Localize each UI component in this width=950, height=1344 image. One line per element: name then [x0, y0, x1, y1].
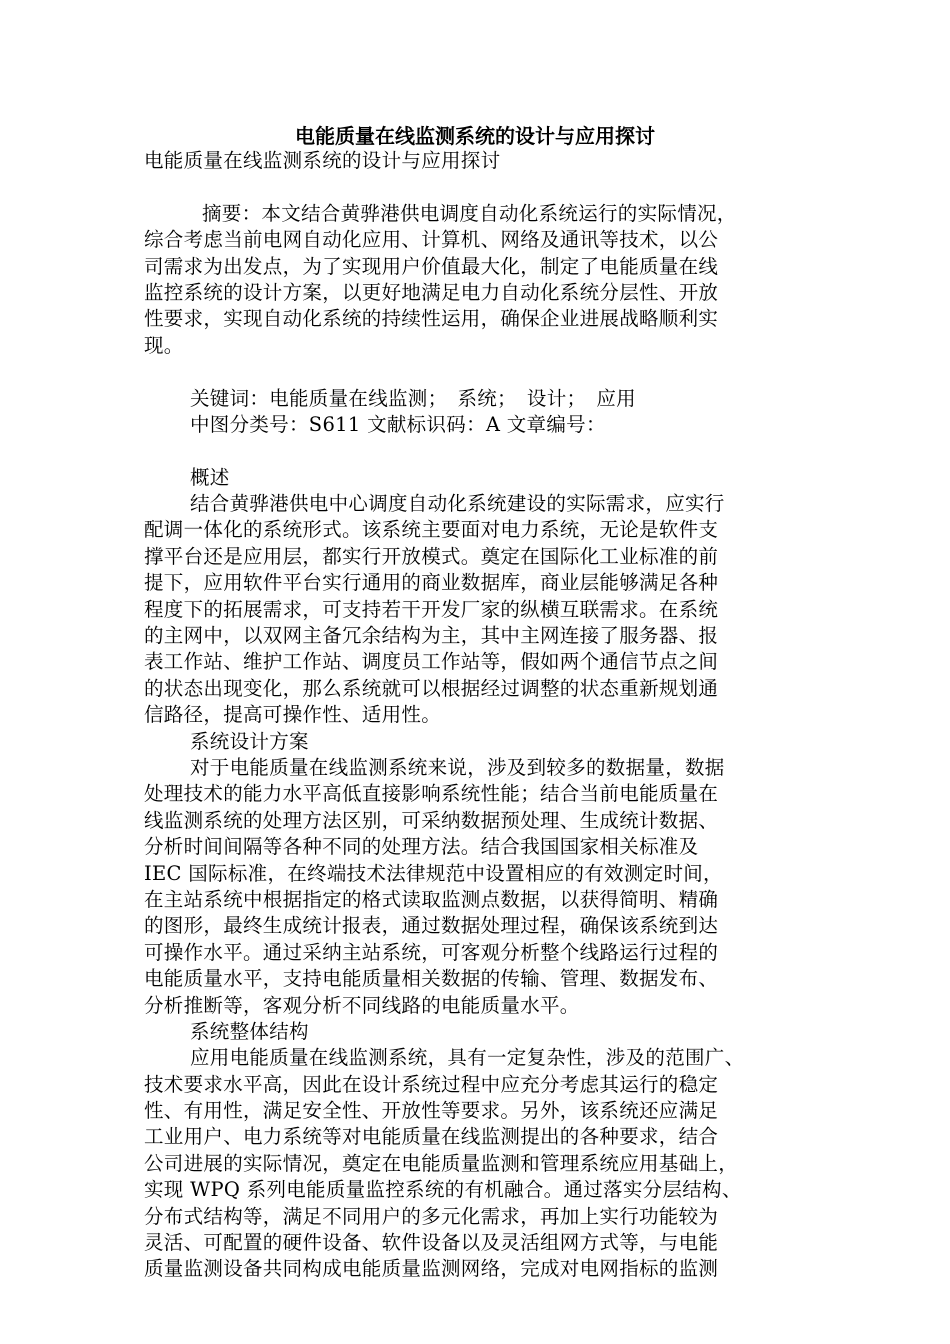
design-line: 线监测系统的处理方法区别，可采纳数据预处理、生成统计数据、	[144, 808, 719, 832]
structure-line: 实现 WPQ 系列电能质量监控系统的有机融合。通过落实分层结构、	[144, 1178, 742, 1202]
design-line: 分析推断等，客观分析不同线路的电能质量水平。	[144, 993, 580, 1017]
design-line: 在主站系统中根据指定的格式读取监测点数据，以获得简明、精确	[144, 887, 719, 911]
design-line: IEC 国际标准，在终端技术法律规范中设置相应的有效测定时间，	[144, 861, 723, 885]
overview-line: 提下，应用软件平台实行通用的商业数据库，商业层能够满足各种	[144, 571, 719, 595]
structure-line: 应用电能质量在线监测系统，具有一定复杂性，涉及的范围广、	[190, 1046, 745, 1070]
structure-line: 工业用户、电力系统等对电能质量在线监测提出的各种要求，结合	[144, 1125, 719, 1149]
abstract-line: 综合考虑当前电网自动化应用、计算机、网络及通讯等技术，以公	[144, 228, 719, 252]
structure-line: 技术要求水平高，因此在设计系统过程中应充分考虑其运行的稳定	[144, 1072, 719, 1096]
structure-line: 公司进展的实际情况，奠定在电能质量监测和管理系统应用基础上，	[144, 1151, 739, 1175]
blank-line	[144, 174, 824, 200]
structure-line: 性、有用性，满足安全性、开放性等要求。另外，该系统还应满足	[144, 1099, 719, 1123]
classification-line: 中图分类号：S611 文献标识码：A 文章编号：	[190, 412, 606, 436]
document-title: 电能质量在线监测系统的设计与应用探讨	[295, 124, 655, 148]
structure-line: 分布式结构等，满足不同用户的多元化需求，再加上实行功能较为	[144, 1204, 719, 1228]
abstract-line: 司需求为出发点，为了实现用户价值最大化，制定了电能质量在线	[144, 254, 719, 278]
design-line: 分析时间间隔等各种不同的处理方法。结合我国国家相关标准及	[144, 835, 699, 859]
overview-line: 信路径，提高可操作性、适用性。	[144, 703, 442, 727]
overview-line: 程度下的拓展需求，可支持若干开发厂家的纵横互联需求。在系统	[144, 597, 719, 621]
document-subtitle: 电能质量在线监测系统的设计与应用探讨	[144, 149, 501, 172]
abstract-line: 现。	[144, 333, 184, 357]
abstract-line: 监控系统的设计方案，以更好地满足电力自动化系统分层性、开放	[144, 280, 719, 304]
document-body	[144, 148, 824, 1283]
abstract-line: 性要求，实现自动化系统的持续性运用，确保企业进展战略顺利实	[144, 307, 719, 331]
overview-line: 表工作站、维护工作站、调度员工作站等，假如两个通信节点之间	[144, 650, 719, 674]
structure-line: 质量监测设备共同构成电能质量监测网络，完成对电网指标的监测	[144, 1257, 719, 1281]
overview-line: 的主网中，以双网主备冗余结构为主，其中主网连接了服务器、报	[144, 624, 719, 648]
abstract-line: 摘要：本文结合黄骅港供电调度自动化系统运行的实际情况，	[202, 201, 737, 225]
design-line: 对于电能质量在线监测系统来说，涉及到较多的数据量，数据	[190, 755, 725, 779]
blank-line	[144, 359, 824, 385]
overview-line: 配调一体化的系统形式。该系统主要面对电力系统，无论是软件支	[144, 518, 719, 542]
blank-line	[144, 438, 824, 464]
design-line: 电能质量水平，支持电能质量相关数据的传输、管理、数据发布、	[144, 967, 719, 991]
design-line: 可操作水平。通过采纳主站系统，可客观分析整个线路运行过程的	[144, 940, 719, 964]
overview-line: 的状态出现变化，那么系统就可以根据经过调整的状态重新规划通	[144, 676, 719, 700]
overview-line: 撑平台还是应用层，都实行开放模式。奠定在国际化工业标准的前	[144, 544, 719, 568]
structure-heading: 系统整体结构	[190, 1019, 309, 1043]
design-line: 处理技术的能力水平高低直接影响系统性能；结合当前电能质量在	[144, 782, 719, 806]
keywords-line: 关键词：电能质量在线监测； 系统； 设计； 应用	[190, 386, 636, 410]
structure-line: 灵活、可配置的硬件设备、软件设备以及灵活组网方式等，与电能	[144, 1231, 719, 1255]
design-heading: 系统设计方案	[190, 729, 309, 753]
design-line: 的图形，最终生成统计报表，通过数据处理过程，确保该系统到达	[144, 914, 719, 938]
overview-line: 结合黄骅港供电中心调度自动化系统建设的实际需求，应实行	[190, 492, 725, 516]
overview-heading: 概述	[190, 465, 230, 489]
